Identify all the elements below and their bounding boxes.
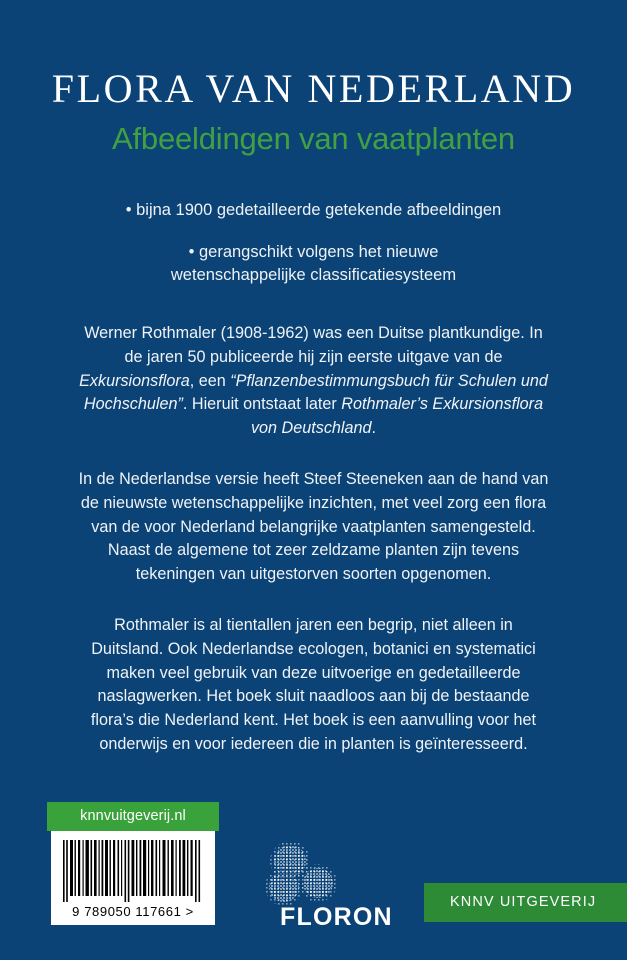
bullet-item-2-line2: wetenschappelijke classificatiesysteem — [170, 265, 457, 284]
p1-part2: , een — [189, 371, 231, 390]
description-text — [79, 322, 549, 757]
page-title: FLORA VAN NEDERLAND — [51, 66, 576, 111]
floron-wordmark: FLORON — [280, 903, 393, 931]
bullet-item-2-line1: • gerangschikt volgens het nieuwe — [188, 243, 439, 262]
barcode-block — [47, 802, 219, 925]
p1-part3: . Hieruit ontstaat later — [182, 395, 342, 414]
page-subtitle: Afbeeldingen van vaatplanten — [112, 121, 515, 156]
barcode-box — [51, 831, 215, 925]
footer-area — [0, 740, 627, 960]
p1-part1: Werner Rothmaler (1908-1962) was een Duitse plantkundige. In de jaren 50 publiceerde hij zijn eerste uitgave van de — [84, 323, 543, 366]
title-block — [0, 0, 627, 156]
feature-bullets — [0, 199, 627, 286]
bullet-item-2 — [0, 241, 627, 286]
paragraph-dutch-edition: In de Nederlandse versie heeft Steef Steeneken aan de hand van de nieuwste wetenschappelijke inzichten, met veel zorg een flora van de voor Nederland belangrijke vaatplanten samengesteld. Naast de algemene tot zeer zeldzame planten zijn tevens tekeningen van uitgestorven soorten opgenomen. — [78, 469, 549, 584]
floron-flower-icon — [262, 843, 362, 905]
isbn-number: 9 789050 117661 > — [72, 904, 194, 919]
publisher-bar: KNNV UITGEVERIJ — [424, 883, 627, 922]
paragraph-reception: Rothmaler is al tientallen jaren een begrip, niet alleen in Duitsland. Ook Nederlandse ecologen, botanici en systematici maken veel gebruik van deze uitvoerige en gedetailleerde naslagwerken. Het boek sluit naadloos aan bij de bestaande flora’s die Nederland kent. Het boek is een aanvulling voor het onderwijs en voor iedereen die in planten is geïnteresseerd. — [90, 616, 537, 754]
floron-logo — [262, 843, 393, 932]
bullet-item-1: • bijna 1900 gedetailleerde getekende afbeeldingen — [125, 201, 502, 220]
p1-italic-exkursionsflora: Exkursionsflora — [79, 371, 190, 390]
p1-part4: . — [371, 419, 377, 438]
website-banner: knnvuitgeverij.nl — [47, 802, 219, 831]
barcode-icon — [63, 840, 203, 902]
p1-italic-pflanzenbestimmungsbuch: “Pflanzenbestimmungsbuch für Schulen und Hochschulen” — [83, 371, 548, 414]
p1-italic-rothmalers-exkursionsflora: Rothmaler’s Exkursionsflora von Deutschland — [250, 395, 544, 438]
paragraph-author-history — [79, 322, 549, 441]
